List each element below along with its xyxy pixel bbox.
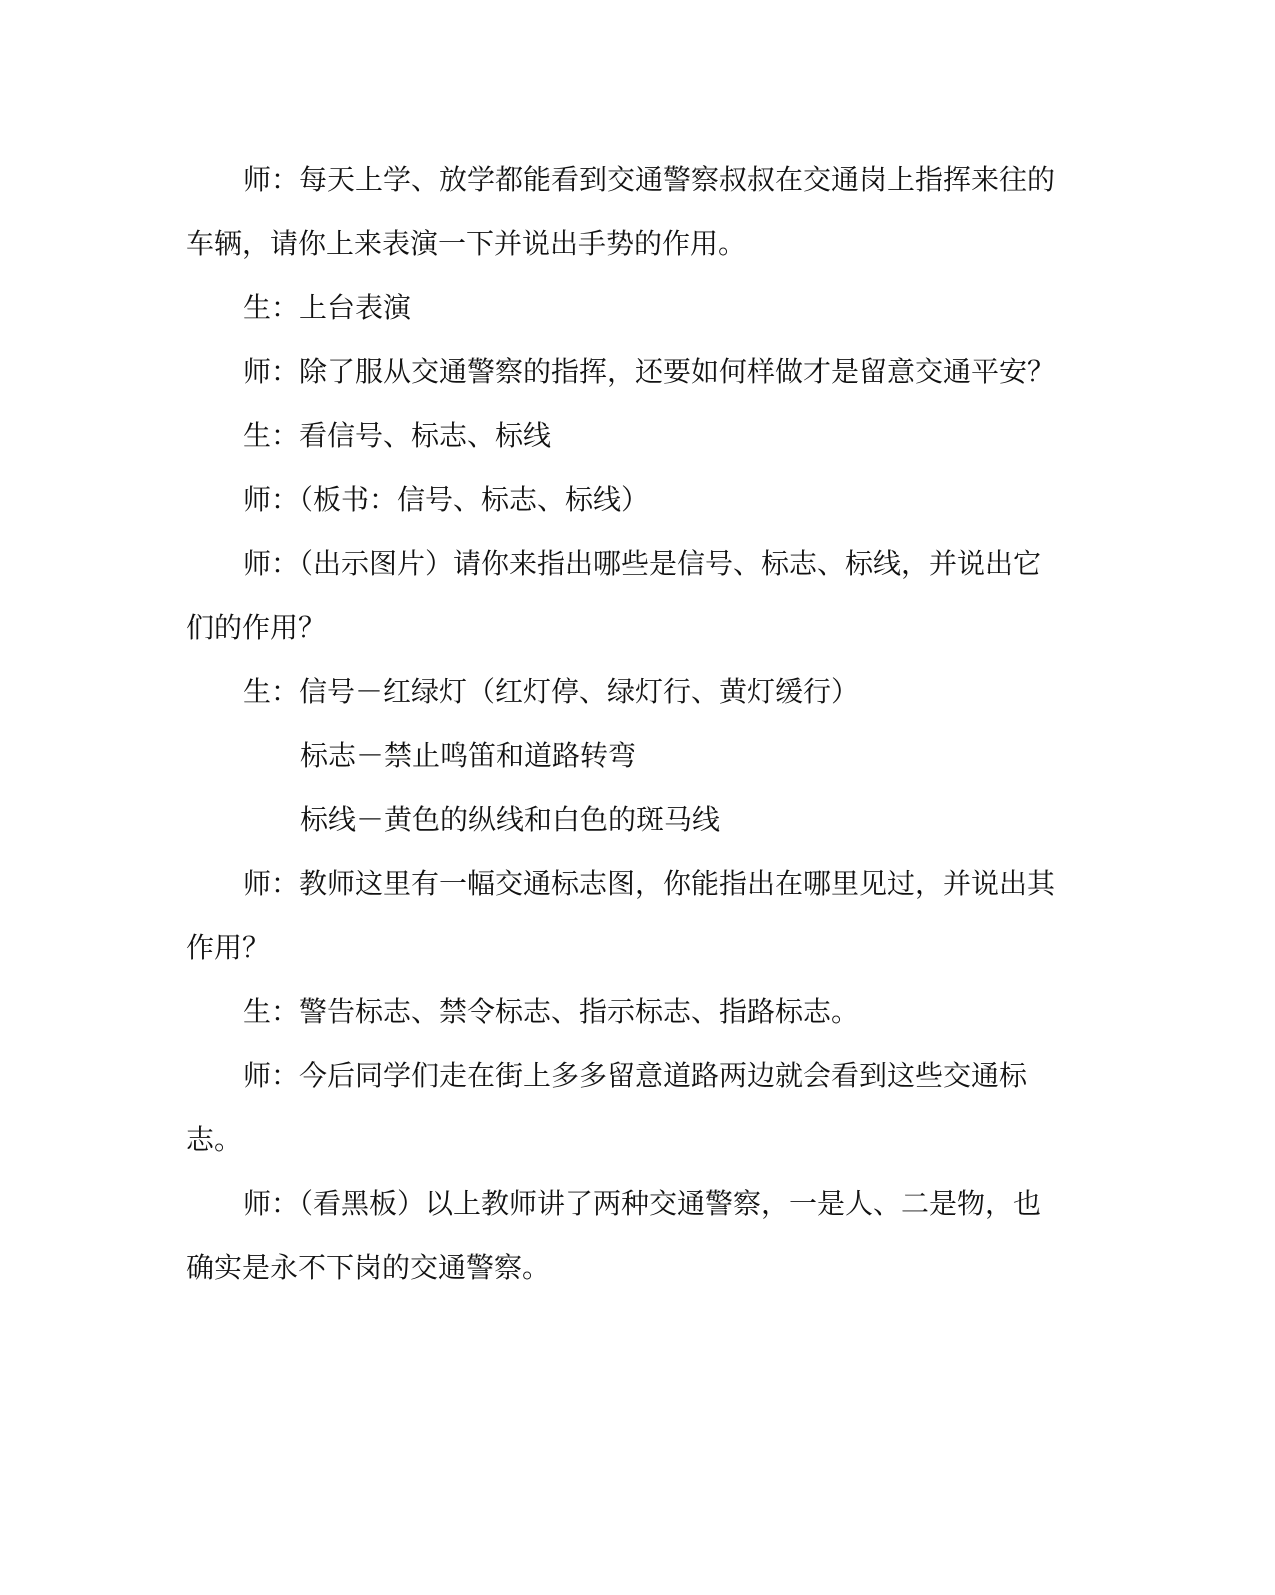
paragraph: 生：看信号、标志、标线: [243, 419, 552, 452]
paragraph: 师：每天上学、放学都能看到交通警察叔叔在交通岗上指挥来往的车辆，请你上来表演一下并说出手势的作用。: [186, 163, 1056, 260]
paragraph: 师：（板书：信号、标志、标线）: [243, 483, 650, 516]
paragraph: 生：信号－红绿灯（红灯停、绿灯行、黄灯缓行）: [243, 675, 860, 708]
paragraph-continuation: 标志－禁止鸣笛和道路转弯: [300, 739, 637, 772]
paragraph: 生：上台表演: [243, 291, 412, 324]
paragraph: 师：（看黑板）以上教师讲了两种交通警察，一是人、二是物，也确实是永不下岗的交通警察。: [186, 1187, 1042, 1284]
paragraph: 生：警告标志、禁令标志、指示标志、指路标志。: [243, 995, 860, 1028]
document-body: [186, 148, 1056, 1300]
paragraph: 师：（出示图片）请你来指出哪些是信号、标志、标线，并说出它们的作用？: [186, 547, 1042, 644]
paragraph-continuation: 标线－黄色的纵线和白色的斑马线: [300, 803, 721, 836]
paragraph: 师：今后同学们走在街上多多留意道路两边就会看到这些交通标志。: [186, 1059, 1028, 1156]
paragraph: 师：教师这里有一幅交通标志图，你能指出在哪里见过，并说出其作用？: [186, 867, 1056, 964]
paragraph: 师：除了服从交通警察的指挥，还要如何样做才是留意交通平安？: [243, 355, 1056, 388]
